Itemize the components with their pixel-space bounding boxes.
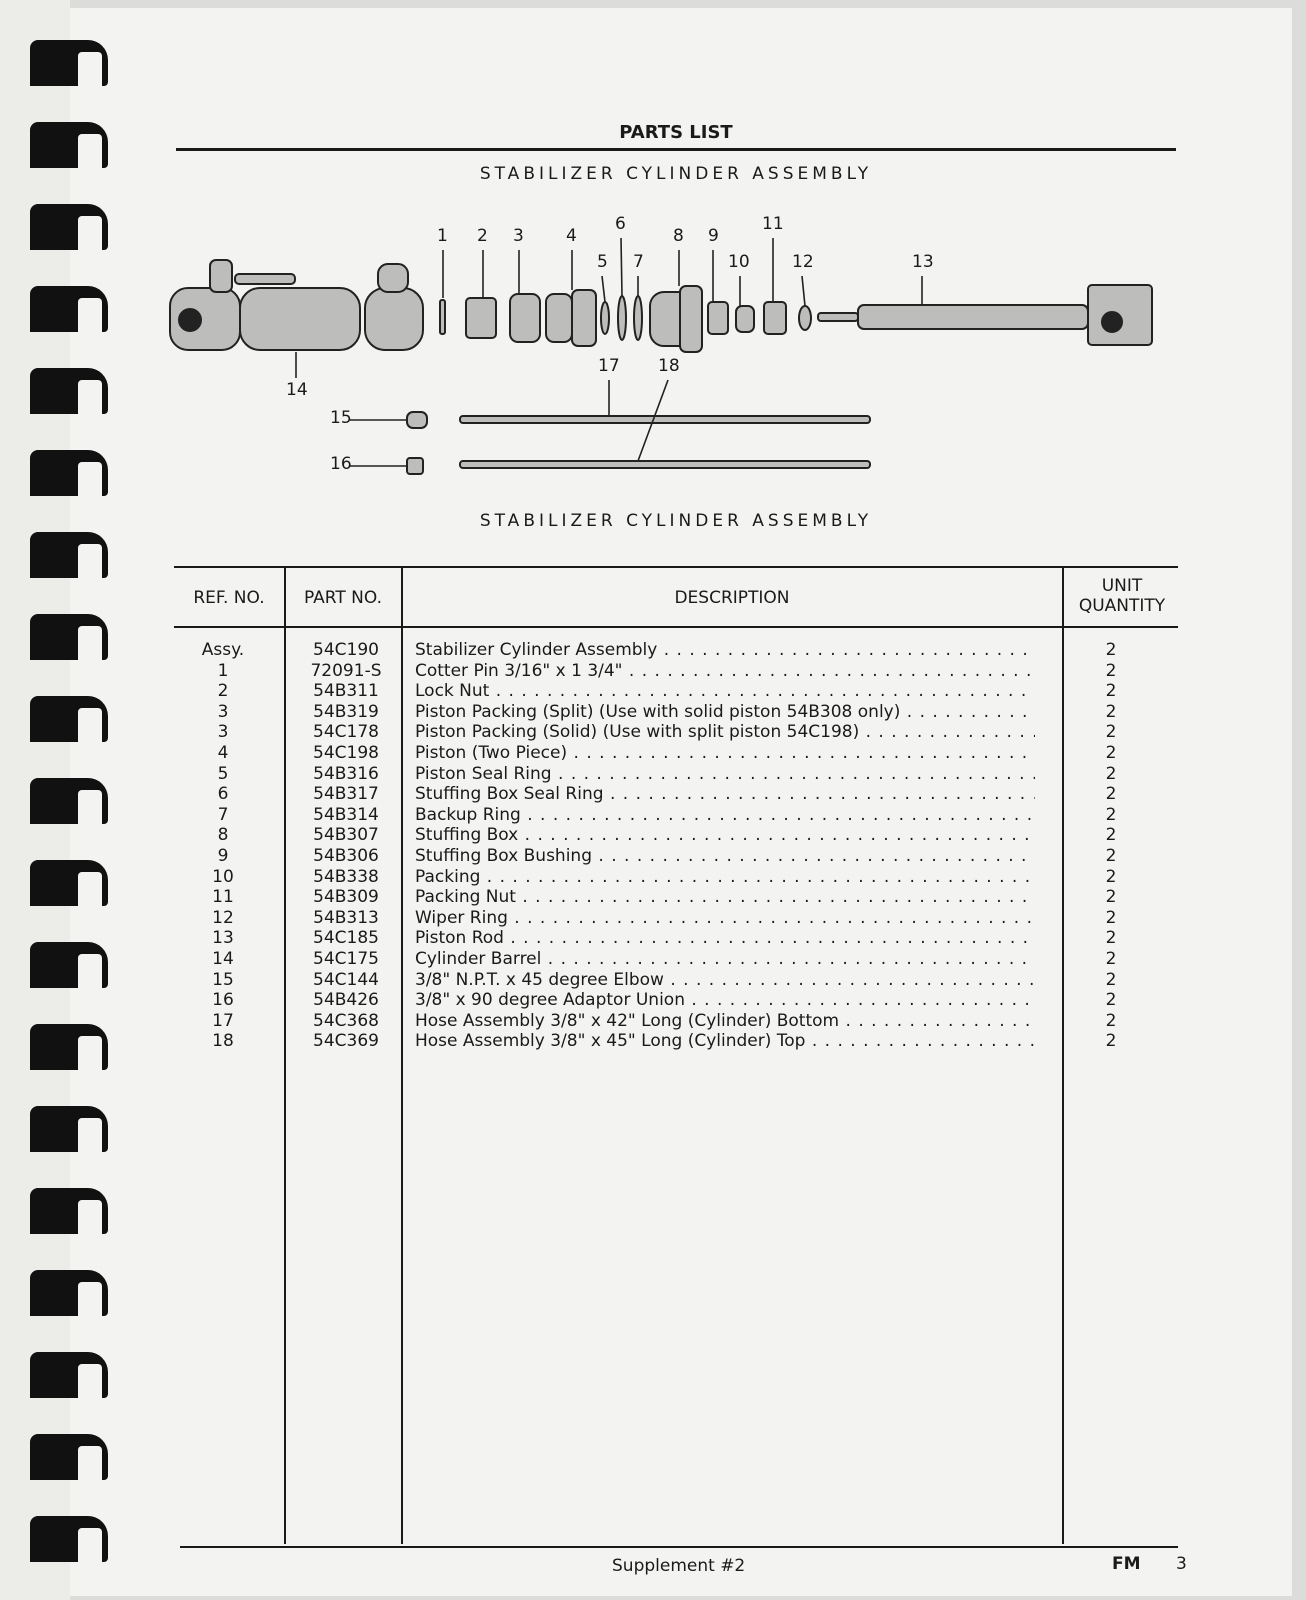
description-cell: Stuffing Box Bushing . . . (415, 846, 1035, 867)
col-ref-no: REF. NO. (193, 588, 265, 608)
barrel-cap (365, 288, 423, 350)
part-no-cell: 54C198 (313, 743, 379, 763)
hose-assembly-bottom (460, 416, 870, 423)
part-no-cell: 54B311 (313, 681, 379, 702)
ref-no-cell: 4 (217, 743, 229, 763)
page-title: PARTS LIST (619, 122, 733, 143)
quantity-cell: 2 (1105, 969, 1117, 990)
quantity-cell: 2 (1105, 722, 1117, 743)
table-row (176, 1031, 1186, 1052)
piston-front (546, 294, 572, 342)
table-row (176, 949, 1186, 970)
table-header-rule (174, 626, 1178, 628)
part-no-cell: 54C185 (313, 928, 379, 949)
binding-coil (30, 204, 108, 250)
quantity-cell: 2 (1105, 928, 1117, 949)
ref-no-cell: 3 (217, 722, 229, 743)
quantity-cell: 2 (1105, 804, 1117, 825)
table-row (176, 784, 1186, 805)
part-no-cell: 54B307 (313, 825, 379, 846)
part-no-cell: 54C178 (313, 722, 379, 743)
quantity-cell: 2 (1105, 1010, 1117, 1031)
ref-no-cell: 5 (217, 763, 229, 784)
ref-no-cell: 14 (212, 949, 234, 969)
table-row (176, 702, 1186, 723)
callout-2: 2 (477, 226, 488, 246)
ref-no-cell: 12 (212, 907, 234, 928)
quantity-cell: 2 (1105, 825, 1117, 846)
cylinder-barrel (240, 288, 360, 350)
table-bottom-rule (180, 1546, 1178, 1548)
ref-no-cell: Assy. (201, 640, 245, 660)
table-row (176, 764, 1186, 785)
ref-no-cell: 18 (212, 1031, 234, 1052)
binding-coil (30, 778, 108, 824)
part-no-cell: 54B426 (313, 990, 379, 1011)
description-cell: Packing . . . (415, 867, 1035, 888)
part-no-cell: 54B314 (313, 804, 379, 825)
packing (736, 306, 754, 332)
description-cell: Cylinder Barrel . . . (415, 949, 1035, 970)
title-rule (176, 148, 1176, 151)
col-unit: UNIT (1101, 576, 1143, 596)
table-row (176, 681, 1186, 702)
quantity-cell: 2 (1105, 1031, 1117, 1052)
description-cell: Backup Ring . . . (415, 805, 1035, 826)
binding-coil (30, 860, 108, 906)
footer-section: FM (1112, 1554, 1141, 1574)
description-cell: Stabilizer Cylinder Assembly . . . (415, 640, 1035, 661)
quantity-cell: 2 (1105, 907, 1117, 928)
table-row (176, 805, 1186, 826)
callout-15: 15 (330, 408, 352, 428)
piston-packing (510, 294, 540, 342)
stuffing-box-flange (680, 286, 702, 352)
ref-no-cell: 6 (217, 784, 229, 805)
ref-no-cell: 9 (217, 846, 229, 866)
description-cell: Piston Packing (Solid) (Use with split piston 54C198) . . . (415, 722, 1035, 743)
description-cell: Hose Assembly 3/8" x 42" Long (Cylinder) Bottom . . . (415, 1011, 1035, 1032)
callout-13: 13 (912, 252, 934, 272)
part-no-cell: 54C369 (313, 1031, 379, 1052)
binding-coil (30, 532, 108, 578)
callout-5: 5 (597, 252, 608, 272)
ref-no-cell: 16 (212, 990, 234, 1011)
wiper-ring (799, 306, 811, 330)
ref-no-cell: 10 (212, 866, 234, 887)
table-row (176, 1011, 1186, 1032)
rod-end-hole (1102, 312, 1122, 332)
table-row (176, 908, 1186, 929)
part-no-cell: 54C190 (313, 640, 379, 660)
description-cell: Lock Nut . . . (415, 681, 1035, 702)
table-row (176, 743, 1186, 764)
hose-assembly-top (460, 461, 870, 468)
barrel-port-hole (179, 309, 201, 331)
table-row (176, 661, 1186, 682)
description-cell: Stuffing Box Seal Ring . . . (415, 784, 1035, 805)
binding-coil (30, 1270, 108, 1316)
callout-11: 11 (762, 214, 784, 234)
binding-coil (30, 40, 108, 86)
part-no-cell: 54C175 (313, 949, 379, 969)
table-row (176, 928, 1186, 949)
footer-supplement: Supplement #2 (612, 1556, 746, 1576)
part-no-cell: 54B319 (313, 701, 379, 722)
ref-no-cell: 1 (217, 660, 229, 681)
ref-no-cell: 15 (212, 969, 234, 990)
lock-nut (466, 298, 496, 338)
barrel-fitting (210, 260, 232, 292)
callout-10: 10 (728, 252, 750, 272)
callout-18: 18 (658, 356, 680, 376)
table-row (176, 640, 1186, 661)
binding-coil (30, 696, 108, 742)
ref-no-cell: 2 (217, 681, 229, 702)
ref-no-cell: 11 (212, 887, 234, 908)
description-cell: Packing Nut . . . (415, 887, 1035, 908)
stuffing-box-bushing (708, 302, 728, 334)
table-row (176, 867, 1186, 888)
callout-6: 6 (615, 214, 626, 234)
part-no-cell: 54C368 (313, 1010, 379, 1031)
callout-3: 3 (513, 226, 524, 246)
barrel-cap-fitting (378, 264, 408, 292)
binding-coil (30, 1024, 108, 1070)
quantity-cell: 2 (1105, 846, 1117, 866)
part-no-cell: 54B338 (313, 866, 379, 887)
callout-17: 17 (598, 356, 620, 376)
binding-coil (30, 614, 108, 660)
piston-rod (858, 305, 1088, 329)
stuffing-box-seal-ring (618, 296, 626, 340)
description-cell: Piston (Two Piece) . . . (415, 743, 1035, 764)
part-no-cell: 54B317 (313, 784, 379, 805)
table-row (176, 722, 1186, 743)
binding-coil (30, 1434, 108, 1480)
part-no-cell: 54B316 (313, 763, 379, 784)
description-cell: Piston Seal Ring . . . (415, 764, 1035, 785)
callout-1: 1 (437, 226, 448, 246)
piston-seal-ring (601, 302, 609, 334)
description-cell: 3/8" x 90 degree Adaptor Union . . . (415, 990, 1035, 1011)
part-no-cell: 54B313 (313, 907, 379, 928)
ref-no-cell: 17 (212, 1010, 234, 1031)
binding-coil (30, 286, 108, 332)
callout-14: 14 (286, 380, 308, 400)
quantity-cell: 2 (1105, 784, 1117, 805)
footer-page-number: 3 (1176, 1554, 1187, 1574)
callout-7: 7 (633, 252, 644, 272)
col-part-no: PART NO. (304, 588, 382, 608)
binding-coil (30, 368, 108, 414)
part-no-cell: 54B309 (313, 887, 379, 908)
table-row (176, 825, 1186, 846)
description-cell: Piston Rod . . . (415, 928, 1035, 949)
callout-12: 12 (792, 252, 814, 272)
exploded-assembly-diagram (160, 210, 1190, 500)
elbow-fitting (407, 412, 427, 428)
part-no-cell: 54C144 (313, 969, 379, 990)
backup-ring (634, 296, 642, 340)
ref-no-cell: 13 (212, 928, 234, 949)
quantity-cell: 2 (1105, 887, 1117, 908)
quantity-cell: 2 (1105, 949, 1117, 969)
piston-rod-tip (818, 313, 858, 321)
description-cell: Stuffing Box . . . (415, 825, 1035, 846)
part-no-cell: 72091-S (310, 660, 382, 681)
binding-coil (30, 1352, 108, 1398)
part-no-cell: 54B306 (313, 846, 379, 866)
col-description: DESCRIPTION (674, 588, 790, 608)
table-row (176, 990, 1186, 1011)
cotter-pin (440, 300, 445, 334)
binding-coil (30, 1106, 108, 1152)
description-cell: Piston Packing (Split) (Use with solid piston 54B308 only) . . . (415, 702, 1035, 723)
table-top-rule (174, 566, 1178, 568)
description-cell: Wiper Ring . . . (415, 908, 1035, 929)
packing-nut (764, 302, 786, 334)
description-cell: Hose Assembly 3/8" x 45" Long (Cylinder) Top . . . (415, 1031, 1035, 1052)
quantity-cell: 2 (1105, 743, 1117, 763)
ref-no-cell: 7 (217, 804, 229, 825)
quantity-cell: 2 (1105, 701, 1117, 722)
callout-9: 9 (708, 226, 719, 246)
callout-8: 8 (673, 226, 684, 246)
binding-coil (30, 450, 108, 496)
binding-coil (30, 1188, 108, 1234)
quantity-cell: 2 (1105, 763, 1117, 784)
table-row (176, 887, 1186, 908)
quantity-cell: 2 (1105, 681, 1117, 702)
ref-no-cell: 3 (217, 701, 229, 722)
callout-16: 16 (330, 454, 352, 474)
quantity-cell: 2 (1105, 866, 1117, 887)
table-row (176, 846, 1186, 867)
binding-coil (30, 1516, 108, 1562)
quantity-cell: 2 (1105, 660, 1117, 681)
ref-no-cell: 8 (217, 825, 229, 846)
description-cell: Cotter Pin 3/16" x 1 3/4" . . . (415, 661, 1035, 682)
quantity-cell: 2 (1105, 640, 1117, 660)
page-subtitle: STABILIZER CYLINDER ASSEMBLY (479, 164, 873, 184)
binding-coil (30, 122, 108, 168)
piston-rear (572, 290, 596, 346)
quantity-cell: 2 (1105, 990, 1117, 1011)
adaptor-union-fitting (407, 458, 423, 474)
barrel-tube-stub (235, 274, 295, 284)
table-row (176, 970, 1186, 991)
callout-4: 4 (566, 226, 577, 246)
figure-caption: STABILIZER CYLINDER ASSEMBLY (479, 511, 873, 531)
col-quantity: QUANTITY (1078, 596, 1166, 616)
description-cell: 3/8" N.P.T. x 45 degree Elbow . . . (415, 970, 1035, 991)
binding-coil (30, 942, 108, 988)
